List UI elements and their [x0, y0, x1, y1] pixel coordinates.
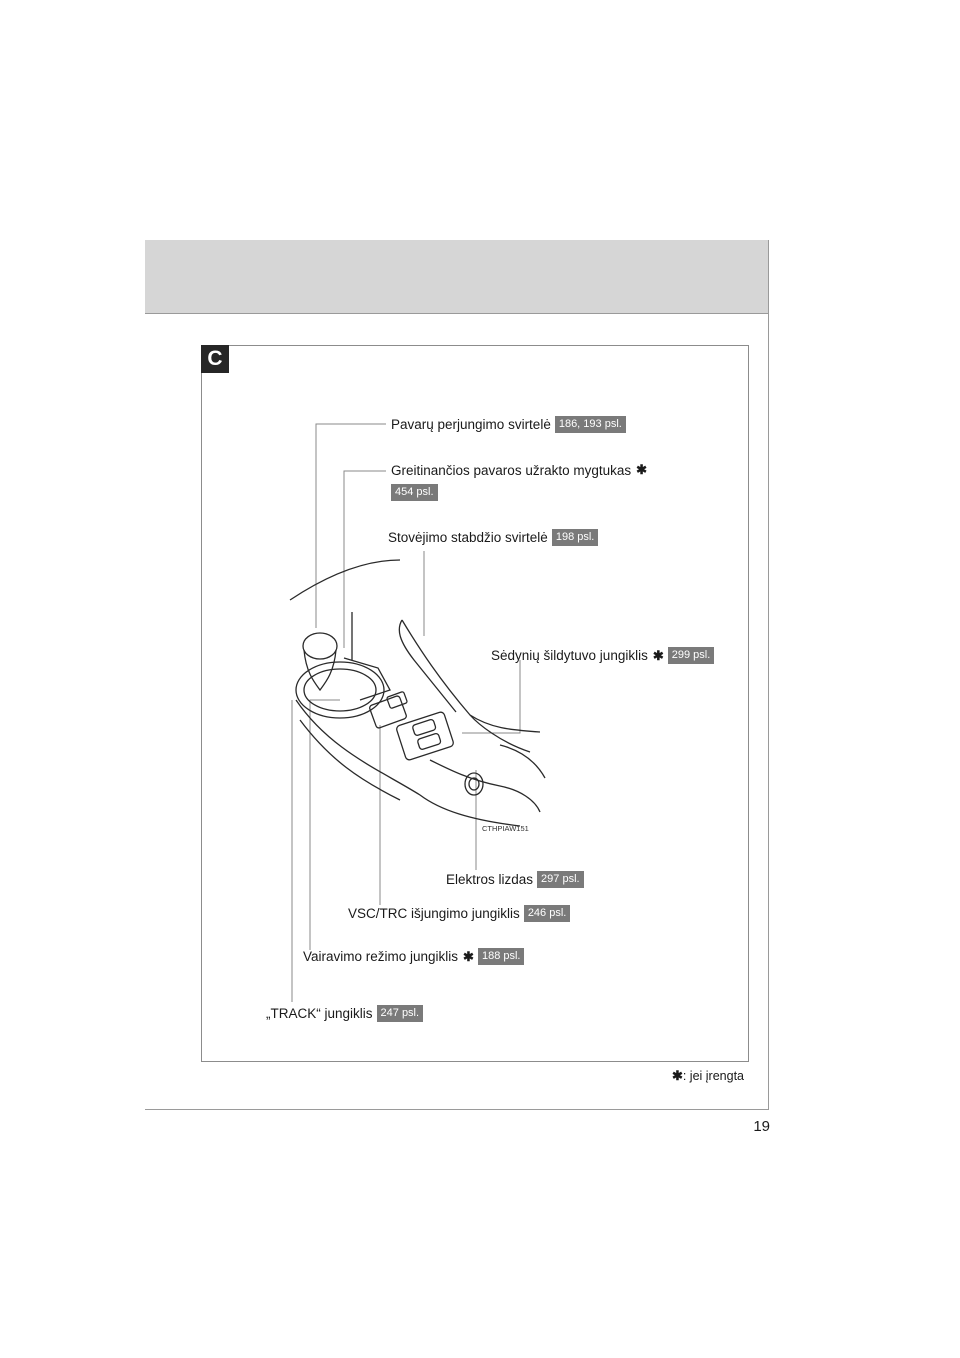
diff-lock-label: Greitinančios pavaros užrakto mygtukas — [391, 462, 632, 478]
callout-power-outlet — [446, 871, 584, 888]
seat-heater-label: Sėdynių šildytuvo jungiklis — [491, 648, 648, 663]
leader-diff-lock — [344, 471, 386, 648]
callout-parking-brake — [388, 529, 598, 546]
equipment-star-icon: ✱ — [463, 948, 474, 964]
bottom-rule — [145, 1109, 769, 1110]
leader-gear-lever — [316, 424, 386, 628]
gear-lever-ref: 186, 193 psl. — [555, 416, 626, 433]
console-drawing — [290, 560, 545, 826]
callout-drive-mode — [303, 948, 524, 965]
gear-lever-label: Pavarų perjungimo svirtelė — [391, 417, 551, 432]
vsc-trc-ref: 246 psl. — [524, 905, 571, 922]
drive-mode-label: Vairavimo režimo jungiklis — [303, 949, 459, 964]
illustration-code: CTHPIAW151 — [482, 824, 529, 833]
parking-brake-label: Stovėjimo stabdžio svirtelė — [388, 530, 548, 545]
callout-seat-heater — [491, 647, 714, 664]
power-outlet-ref: 297 psl. — [537, 871, 584, 888]
diff-lock-ref: 454 psl. — [391, 484, 438, 501]
callout-diff-lock — [391, 462, 647, 478]
seat-heater-ref: 299 psl. — [668, 647, 715, 664]
footnote — [660, 1068, 744, 1084]
power-outlet-label: Elektros lizdas — [446, 872, 534, 887]
equipment-star-icon: ✱ — [671, 1068, 683, 1083]
callout-gear-lever — [391, 416, 626, 433]
page-number: 19 — [753, 1118, 770, 1135]
callout-diff-lock-ref — [391, 484, 438, 501]
equipment-star-icon: ✱ — [652, 647, 664, 663]
leader-seat-heater — [462, 660, 520, 733]
track-ref: 247 psl. — [377, 1005, 424, 1022]
callout-vsc-trc — [348, 905, 570, 922]
equipment-star-icon: ✱ — [636, 462, 648, 477]
section-badge: C — [201, 345, 229, 373]
footnote-text: : jei įrengta — [682, 1069, 744, 1083]
drive-mode-ref: 188 psl. — [478, 948, 525, 965]
track-label: „TRACK“ jungiklis — [266, 1006, 373, 1021]
vsc-trc-label: VSC/TRC išjungimo jungiklis — [348, 906, 520, 921]
parking-brake-ref: 198 psl. — [552, 529, 599, 546]
callout-track — [266, 1005, 423, 1022]
